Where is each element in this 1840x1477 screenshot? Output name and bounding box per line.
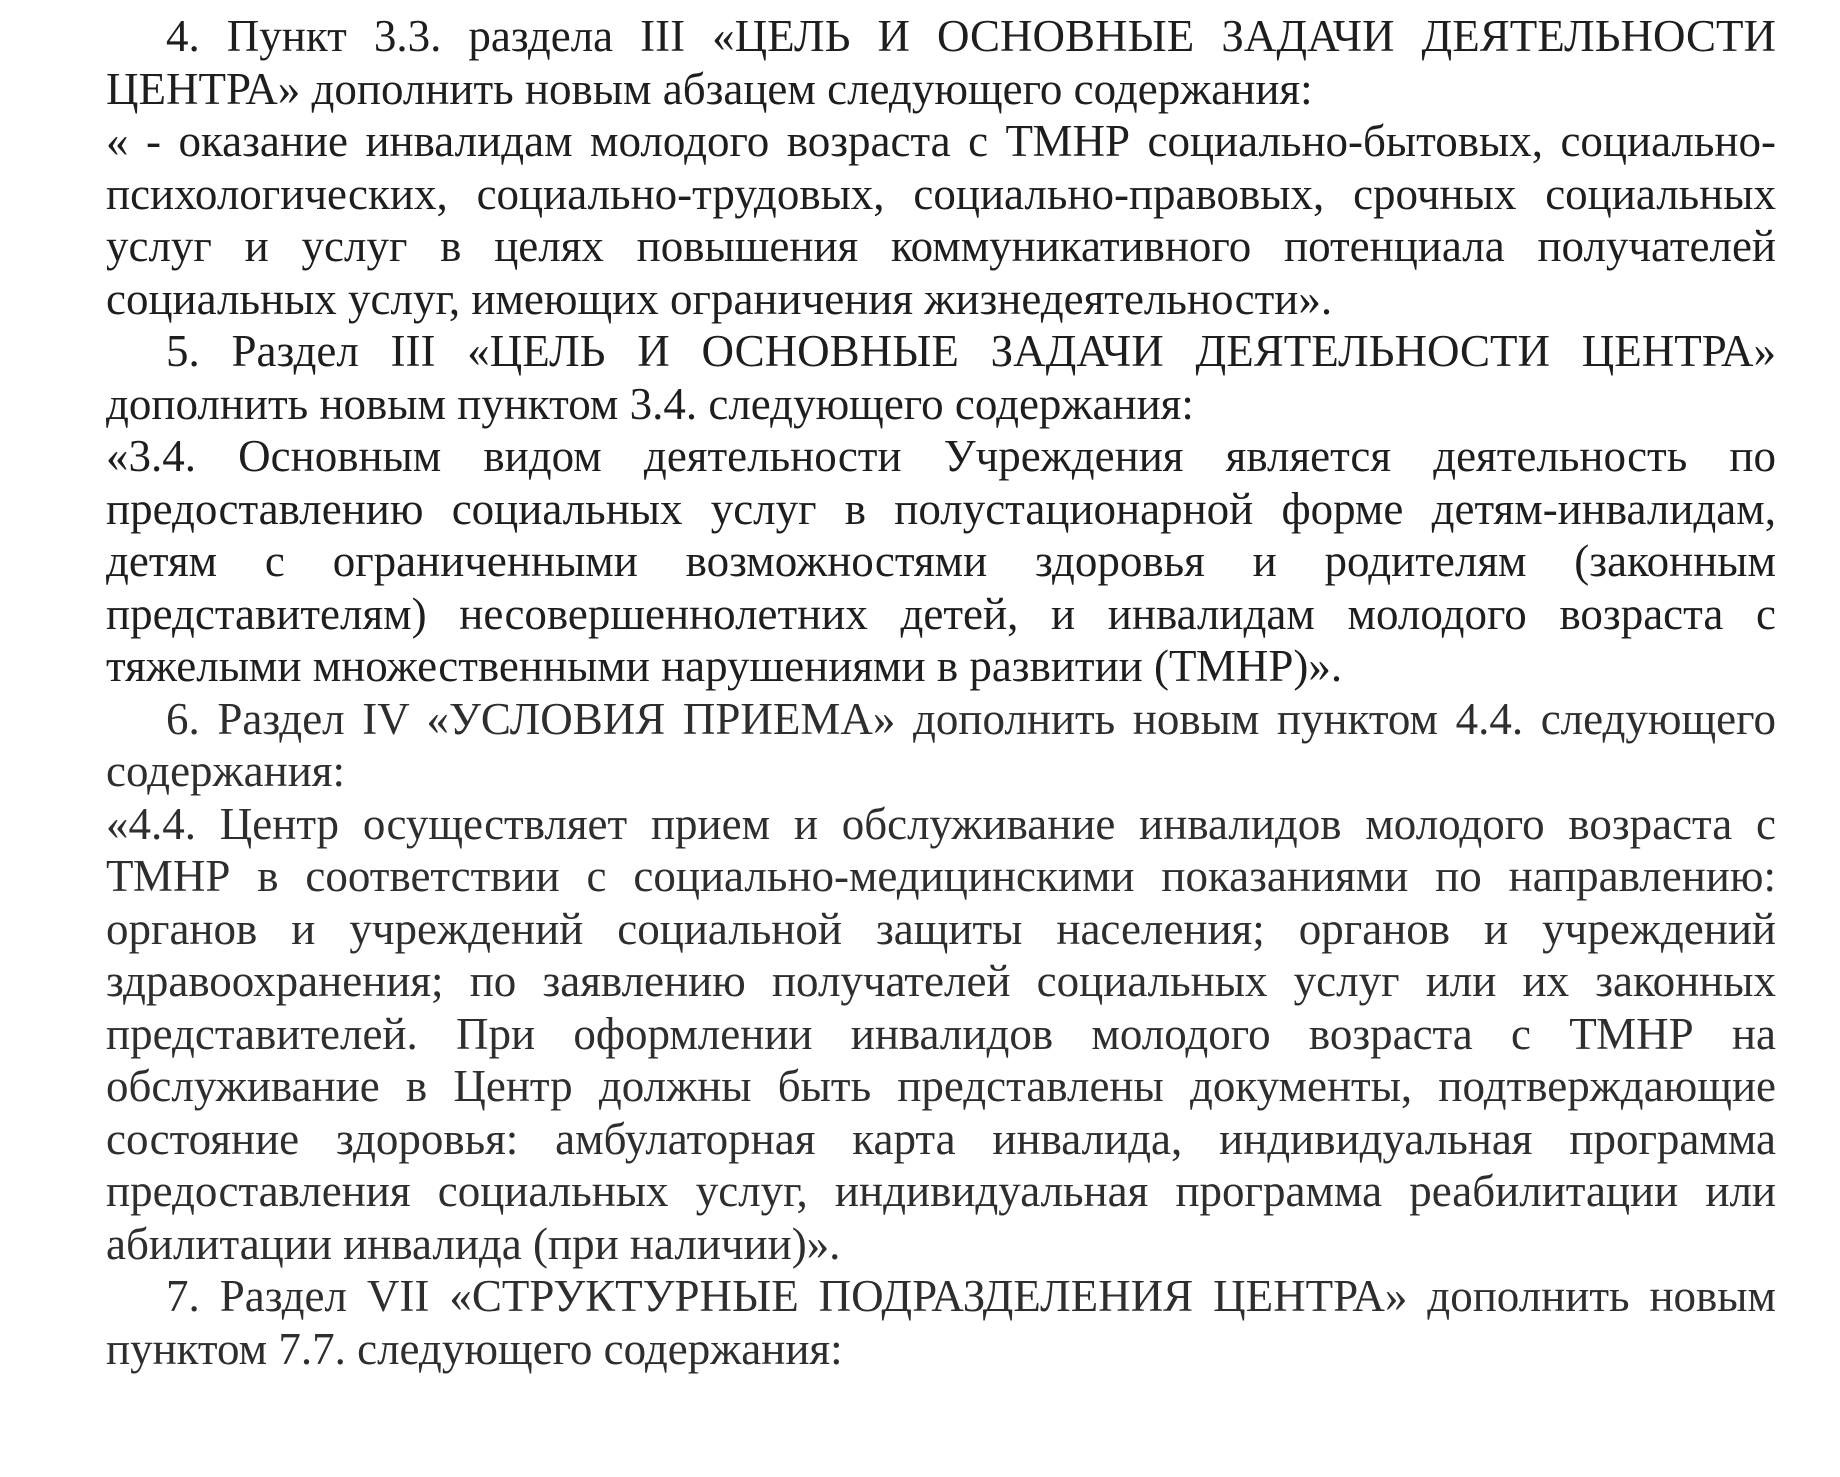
paragraph-item-4: 4. Пункт 3.3. раздела III «ЦЕЛЬ И ОСНОВНЫЕ ЗАДАЧИ ДЕЯТЕЛЬНОСТИ ЦЕНТРА» дополнить новым абзацем следующего содержания:: [106, 11, 1776, 114]
paragraph-item-6: 6. Раздел IV «УСЛОВИЯ ПРИЕМА» дополнить новым пунктом 4.4. следующего содержания:: [106, 693, 1776, 796]
paragraph-quote-4-4: «4.4. Центр осуществляет прием и обслуживание инвалидов молодого возраста с ТМНР в соответствии с социально-медицинскими показаниями по направлению: органов и учреждений социальной защиты населения; органов и учреждений здравоохранения; по заявлению получателей социальных услуг или их законных представителей. При оформлении инвалидов молодого возраста с ТМНР на обслуживание в Центр должны быть представлены документы, подтверждающие состояние здоровья: амбулаторная карта инвалида, индивидуальная программа предоставления социальных услуг, индивидуальная программа реабилитации или абилитации инвалида (при наличии)».: [106, 798, 1776, 1269]
document-body: [106, 10, 1776, 1375]
paragraph-item-7: 7. Раздел VII «СТРУКТУРНЫЕ ПОДРАЗДЕЛЕНИЯ ЦЕНТРА» дополнить новым пунктом 7.7. следующего содержания:: [106, 1271, 1776, 1374]
paragraph-quote-3-4: «3.4. Основным видом деятельности Учреждения является деятельность по предоставлению социальных услуг в полустационарной форме детям-инвалидам, детям с ограниченными возможностями здоровья и родителям (законным представителям) несовершеннолетних детей, и инвалидам молодого возраста с тяжелыми множественными нарушениями в развитии (ТМНР)».: [106, 431, 1776, 691]
paragraph-item-5: 5. Раздел III «ЦЕЛЬ И ОСНОВНЫЕ ЗАДАЧИ ДЕЯТЕЛЬНОСТИ ЦЕНТРА» дополнить новым пунктом 3.4. следующего содержания:: [106, 326, 1776, 429]
paragraph-quote-3-3: « - оказание инвалидам молодого возраста с ТМНР социально-бытовых, социально-психологических, социально-трудовых, социально-правовых, срочных социальных услуг и услуг в целях повышения коммуникативного потенциала получателей социальных услуг, имеющих ограничения жизнедеятельности».: [106, 116, 1776, 324]
